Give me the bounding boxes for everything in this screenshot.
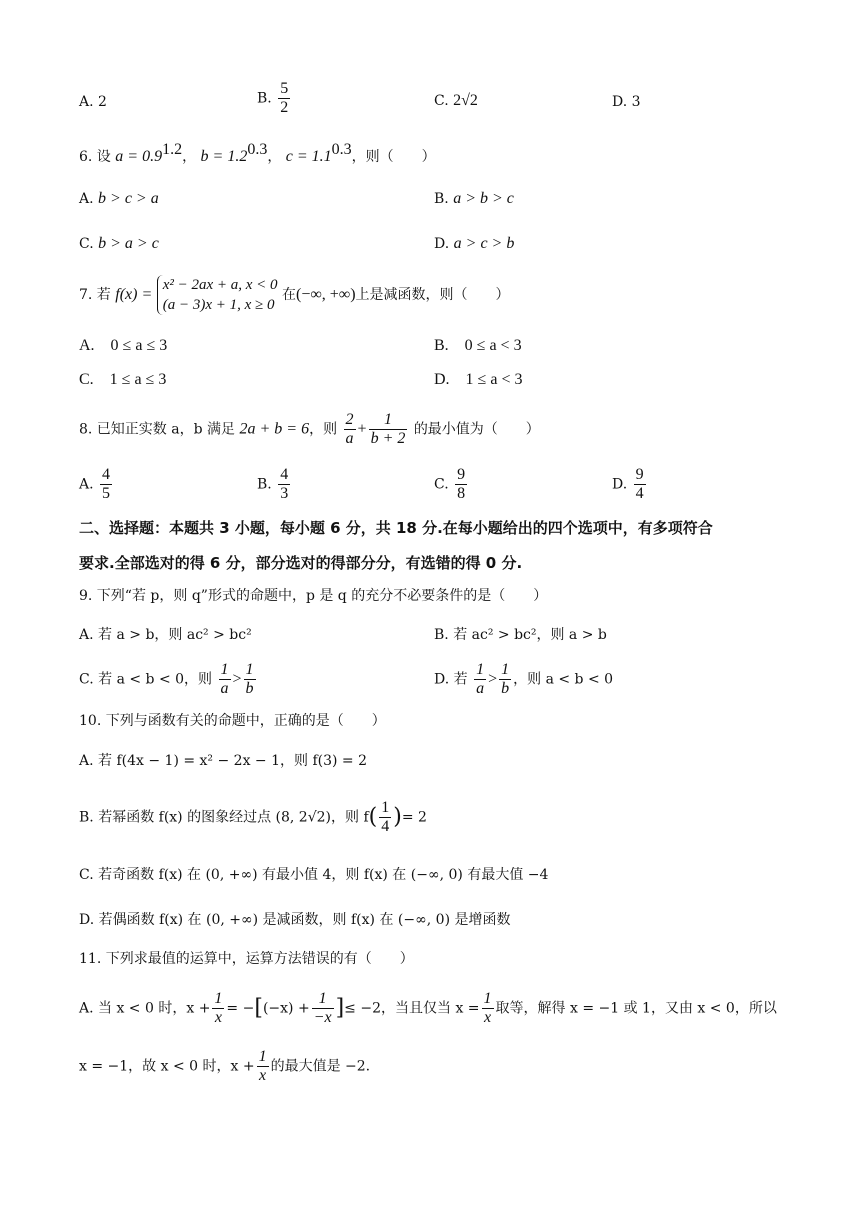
section2-heading-line1: 二、选择题：本题共 3 小题，每小题 6 分，共 18 分.在每小题给出的四个选项中，有多项符合: [79, 519, 713, 537]
q5-option-c-value: 2√2: [453, 92, 478, 109]
q8-stem: 8. 已知正实数 a，b 满足 2a + b = 6，则 $\frac{2}{a}$ + $\frac{1}{b + 2}$ 的最小值为（ ）: [79, 411, 540, 447]
q6-option-b: B. a > b > c: [434, 190, 514, 207]
q5-option-b: [257, 80, 292, 117]
q11-option-a-line2: x = −1，故 x < 0 时，x + $\frac{1}{x}$ 的最大值是 −2.: [79, 1048, 371, 1084]
q7-option-a: A. 0 ≤ a ≤ 3: [79, 337, 168, 354]
section2-heading-line2: 要求.全部选对的得 6 分，部分选对的得部分分，有选错的得 0 分.: [79, 554, 523, 572]
q9-option-a: A. 若 a > b，则 ac² > bc²: [79, 627, 252, 643]
q8-option-b: B. $\frac{4}{3}$: [257, 466, 289, 502]
q5-option-a: A. 2: [79, 94, 107, 110]
q10-option-a: A. 若 f(4x − 1) = x² − 2x − 1，则 f(3) = 2: [79, 753, 368, 769]
q5-option-b-fraction: $\frac{5}{2}$: [280, 80, 289, 116]
q8-option-d: D. $\frac{9}{4}$: [612, 466, 644, 502]
q11-stem: 11. 下列求最值的运算中，运算方法错误的有（ ）: [79, 951, 414, 967]
q5-option-c: [434, 92, 478, 110]
q5-option-d: D. 3: [612, 94, 641, 110]
q8-option-a: A. $\frac{4}{5}$: [79, 466, 111, 502]
q6-option-d: D. a > c > b: [434, 235, 515, 252]
q10-option-c: C. 若奇函数 f(x) 在 (0, +∞) 有最小值 4，则 f(x) 在 (−∞, 0) 有最大值 −4: [79, 867, 549, 883]
q7-stem: 7. 若 f(x) = x² − 2ax + a, x < 0 (a − 3)x + 1, x ≥ 0 在(−∞, +∞)上是减函数，则（ ）: [79, 277, 510, 313]
q11-option-a-line1: A. 当 x < 0 时，x + $\frac{1}{x}$ = −[(−x) + $\frac{1}{-x}$ ]≤ −2，当且仅当 x = $\frac{1}{x}$ 取等，解得 x = −1 或 1，又由 x < 0，所以: [79, 990, 777, 1026]
q6-option-c: C. b > a > c: [79, 235, 159, 252]
q7-option-d: D. 1 ≤ a < 3: [434, 371, 523, 388]
q7-option-c: C. 1 ≤ a ≤ 3: [79, 371, 167, 388]
q9-option-d: D. 若 $\frac{1}{a}$ > $\frac{1}{b}$ ，则 a < b < 0: [434, 661, 614, 697]
q5-option-b-label: B.: [257, 90, 272, 107]
q9-stem: 9. 下列“若 p，则 q”形式的命题中，p 是 q 的充分不必要条件的是（ ）: [79, 588, 548, 604]
q8-option-c: C. $\frac{9}{8}$: [434, 466, 466, 502]
q5-option-c-label: C.: [434, 93, 449, 109]
q6-stem: 6. 设 $a = 0.9^{1.2}$， $b = 1.2^{0.3}$， $c = 1.1^{0.3}$，则（ ）: [79, 141, 436, 165]
q10-option-b: B. 若幂函数 f(x) 的图象经过点 (8, 2√2)，则 f( $\frac{1}{4}$ )= 2: [79, 799, 427, 835]
q9-option-b: B. 若 ac² > bc²，则 a > b: [434, 627, 607, 643]
q10-option-d: D. 若偶函数 f(x) 在 (0, +∞) 是减函数，则 f(x) 在 (−∞, 0) 是增函数: [79, 912, 511, 928]
q7-option-b: B. 0 ≤ a < 3: [434, 337, 522, 354]
q10-stem: 10. 下列与函数有关的命题中，正确的是（ ）: [79, 713, 386, 729]
q9-option-c: C. 若 a < b < 0，则 $\frac{1}{a}$ > $\frac{1}{b}$: [79, 661, 254, 697]
q7-piecewise: x² − 2ax + a, x < 0 (a − 3)x + 1, x ≥ 0: [157, 275, 278, 315]
q6-option-a: A. b > c > a: [79, 190, 159, 207]
